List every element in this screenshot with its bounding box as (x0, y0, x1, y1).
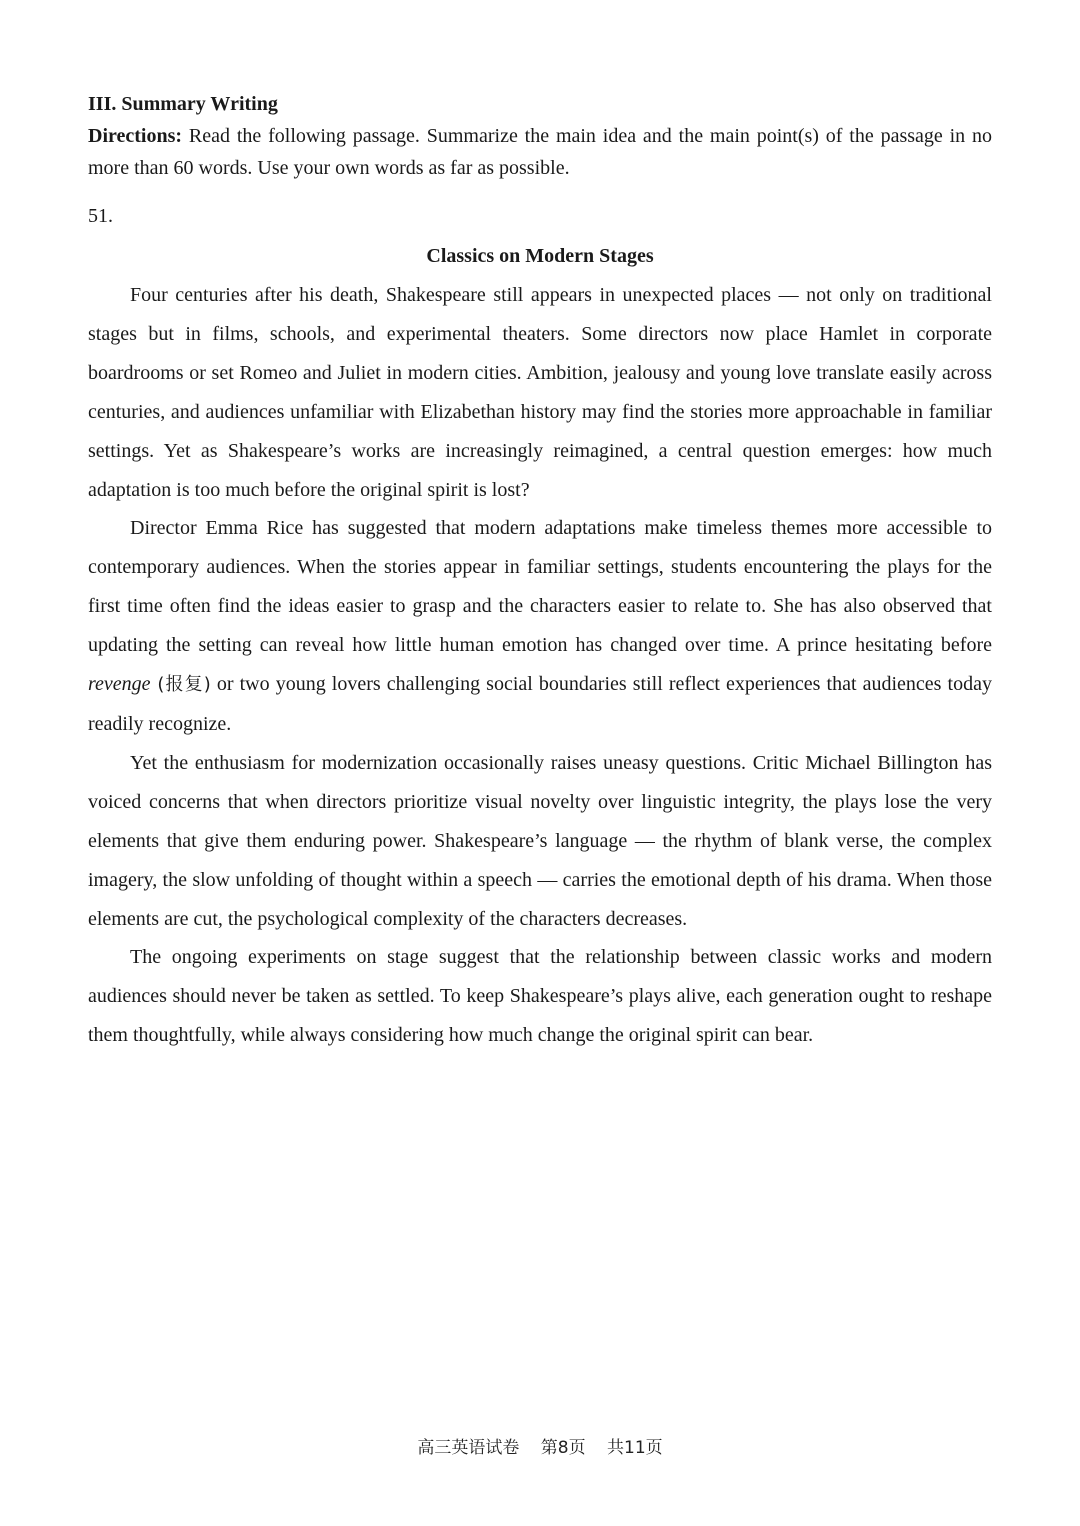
paragraph-2-text-before: Director Emma Rice has suggested that modern adaptations make timeless themes more accessible to contemporary audiences. When the stories appear in familiar settings, students encountering the plays for the first time often find the ideas easier to grasp and the characters easier to relate to. She has also observed that updating the setting can reveal how little human emotion has changed over time. A prince hesitating before (88, 517, 992, 657)
passage-title: Classics on Modern Stages (426, 245, 654, 267)
italic-word-revenge: revenge (88, 673, 151, 696)
page-footer (0, 1436, 1080, 1460)
section-title: III. Summary Writing (88, 93, 278, 115)
directions-text: Read the following passage. Summarize the main idea and the main point(s) of the passage in no more than 60 words. Use your own words as far as possible. (88, 125, 992, 179)
directions-label: Directions: (88, 125, 183, 147)
passage-paragraph-4: The ongoing experiments on stage suggest that the relationship between classic works and modern audiences should never be taken as settled. To keep Shakespeare’s plays alive, each generation ought to reshape them thoughtfully, while always considering how much change the original spirit can bear. (88, 946, 992, 1047)
footer-page-number: 第8页 (540, 1438, 586, 1458)
directions (88, 120, 992, 184)
footer-exam-name: 高三英语试卷 (417, 1438, 520, 1458)
question-number: 51. (88, 205, 113, 227)
page-content (88, 88, 992, 1055)
footer-total-pages: 共11页 (607, 1438, 663, 1458)
passage-paragraph-2 (88, 509, 992, 743)
passage-paragraph-1: Four centuries after his death, Shakespeare still appears in unexpected places — not only on traditional stages but in films, schools, and experimental theaters. Some directors now place Hamlet in corporate boardrooms or set Romeo and Juliet in modern cities. Ambition, jealousy and young love translate easily across centuries, and audiences unfamiliar with Elizabethan history may find the stories more approachable in familiar settings. Yet as Shakespeare’s works are increasingly reimagined, a central question emerges: how much adaptation is too much before the original spirit is lost? (88, 284, 992, 501)
passage-paragraph-3: Yet the enthusiasm for modernization occasionally raises uneasy questions. Critic Michael Billington has voiced concerns that when directors prioritize visual novelty over linguistic integrity, the plays lose the very elements that give them enduring power. Shakespeare’s language — the rhythm of blank verse, the complex imagery, the slow unfolding of thought within a speech — carries the emotional depth of his drama. When those elements are cut, the psychological complexity of the characters decreases. (88, 751, 992, 930)
chinese-gloss: (报复) (150, 674, 211, 696)
paragraph-2-text-after: or two young lovers challenging social boundaries still reflect experiences that audiences today readily recognize. (88, 673, 992, 735)
